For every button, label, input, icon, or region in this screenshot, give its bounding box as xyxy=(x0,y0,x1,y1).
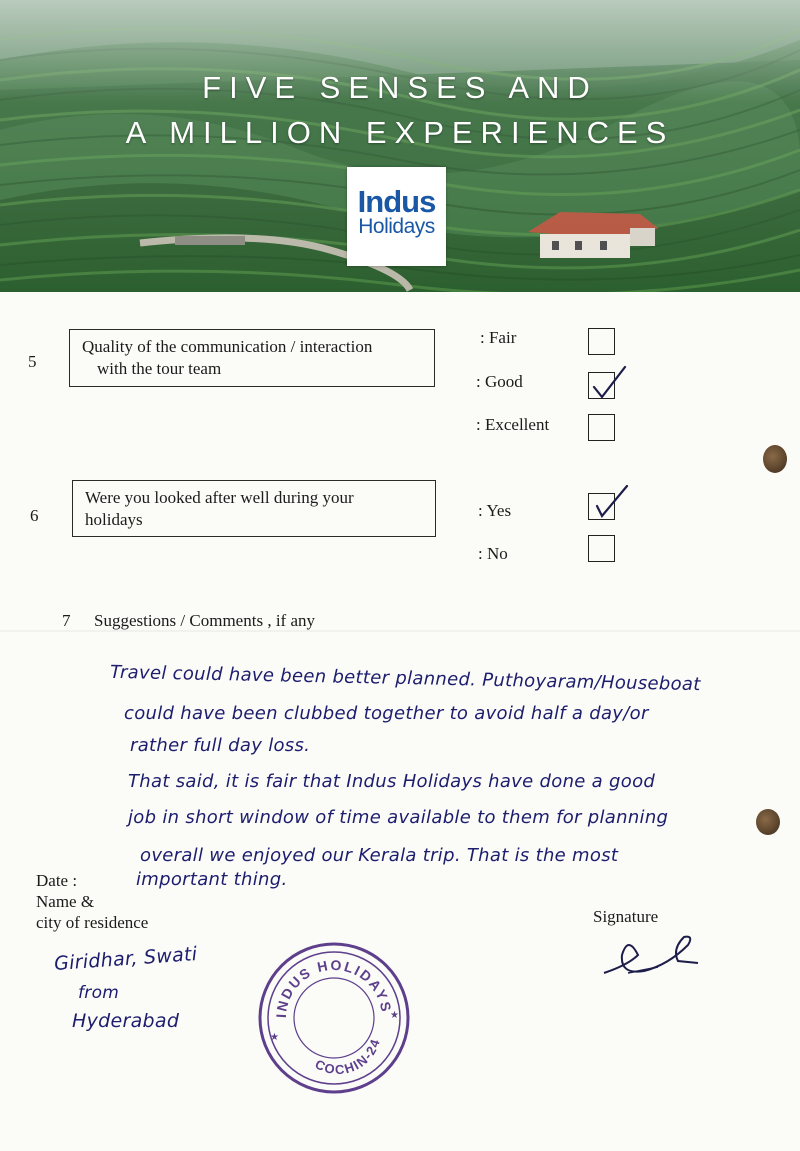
comment-line-4: That said, it is fair that Indus Holidays have done a good xyxy=(128,771,656,792)
date-label: Date : xyxy=(36,871,78,890)
svg-text:★: ★ xyxy=(390,1010,399,1021)
comment-line-3: rather full day loss. xyxy=(130,735,311,756)
comment-line-5: job in short window of time available to them for planning xyxy=(128,807,669,828)
svg-text:★: ★ xyxy=(270,1032,279,1043)
option-yes-label: : Yes xyxy=(478,501,512,520)
option-good-checkbox[interactable] xyxy=(588,372,615,399)
checkmark-icon xyxy=(587,484,632,524)
company-stamp xyxy=(256,940,412,1096)
signature-label: Signature xyxy=(593,907,659,926)
option-no-checkbox[interactable] xyxy=(588,535,615,562)
option-excellent-checkbox[interactable] xyxy=(588,414,615,441)
city-label: city of residence xyxy=(36,913,149,932)
question-6-text-line-2: holidays xyxy=(85,510,143,529)
name-line-3: Hyderabad xyxy=(72,1010,180,1032)
question-6-box xyxy=(72,480,436,537)
suggestions-label: Suggestions / Comments , if any xyxy=(94,611,315,630)
comment-line-6: overall we enjoyed our Kerala trip. That is the most xyxy=(140,845,619,866)
name-label: Name & xyxy=(36,892,95,911)
tagline-line-1: FIVE SENSES AND xyxy=(202,70,598,105)
name-line-1: Giridhar, Swati xyxy=(53,943,199,975)
signature-scribble xyxy=(598,915,708,985)
stamp-bottom-text: COCHIN-24 xyxy=(312,1036,384,1078)
comment-line-7: important thing. xyxy=(136,869,288,890)
option-yes-checkbox[interactable] xyxy=(588,493,615,520)
question-5-number: 5 xyxy=(28,352,37,371)
tagline-line-2: A MILLION EXPERIENCES xyxy=(125,115,675,150)
svg-text:INDUS HOLIDAYS xyxy=(273,957,395,1019)
logo-holidays-text: Holidays xyxy=(358,215,435,238)
paper-stain xyxy=(756,809,780,835)
paper-stain xyxy=(763,445,787,473)
question-5-box xyxy=(69,329,435,387)
question-6-text-line-1: Were you looked after well during your xyxy=(85,488,354,507)
option-fair-label: : Fair xyxy=(480,328,517,347)
indus-holidays-logo xyxy=(347,167,446,266)
question-5-text-line-1: Quality of the communication / interaction xyxy=(82,337,373,356)
header-banner xyxy=(0,0,800,292)
option-excellent-label: : Excellent xyxy=(476,415,550,434)
name-line-2: from xyxy=(78,983,120,1003)
option-fair-checkbox[interactable] xyxy=(588,328,615,355)
option-no-label: : No xyxy=(478,544,508,563)
comment-line-1: Travel could have been better planned. Puthoyaram/Houseboat xyxy=(109,661,701,696)
stamp-top-text: INDUS HOLIDAYS xyxy=(272,956,395,1019)
logo-indus-text: Indus xyxy=(357,184,436,219)
suggestions-number: 7 xyxy=(62,611,71,630)
option-good-label: : Good xyxy=(476,372,523,391)
comment-line-2: could have been clubbed together to avoid half a day/or xyxy=(124,703,649,724)
question-5-text-line-2: with the tour team xyxy=(97,359,222,378)
checkmark-icon xyxy=(587,363,632,403)
question-6-number: 6 xyxy=(30,506,39,525)
